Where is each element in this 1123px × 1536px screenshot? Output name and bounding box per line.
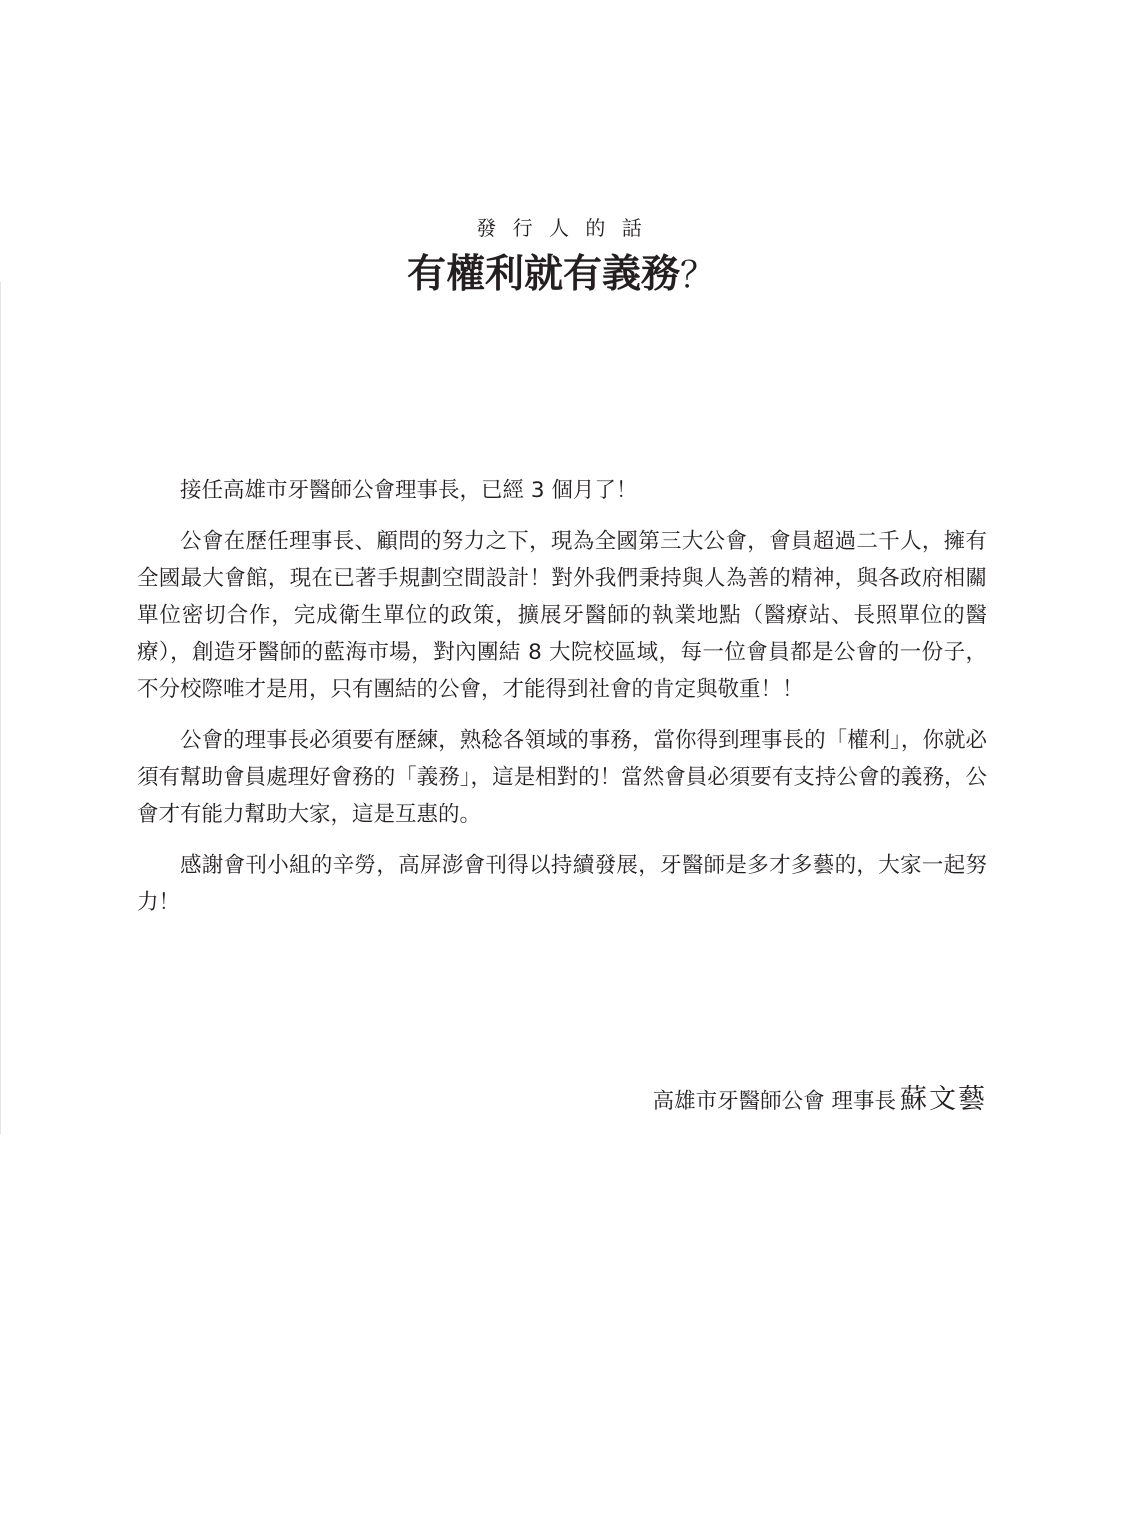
- paragraph-3: 公會的理事長必須要有歷練，熟稔各領域的事務，當你得到理事長的「權利」，你就必須有幫助會員處理好會務的「義務」，這是相對的！當然會員必須要有支持公會的義務，公會才有能力幫助大家，這是互惠的。: [137, 728, 987, 827]
- paragraph-2: 公會在歷任理事長、顧問的努力之下，現為全國第三大公會，會員超過二千人，擁有全國最大會館，現在已著手規劃空間設計！對外我們秉持與人為善的精神，與各政府相關單位密切合作，完成衛生單位的政策，擴展牙醫師的執業地點（醫療站、長照單位的醫療），創造牙醫師的藍海市場，對內團結 8 大院校區域，每一位會員都是公會的一份子，不分校際唯才是用，只有團結的公會，才能得到社會的肯定與敬重！！: [137, 529, 987, 702]
- page-edge-line: [0, 282, 1, 1134]
- page-title-question-mark: ？: [680, 255, 717, 296]
- page-title: [0, 247, 1123, 304]
- author-role: 高雄市牙醫師公會 理事長: [652, 1089, 896, 1114]
- author-signature: 蘇文藝: [900, 1084, 987, 1115]
- signoff: [560, 1080, 987, 1122]
- page-title-text: 有權利就有義務: [406, 252, 680, 297]
- paragraph-4: 感謝會刊小組的辛勞，高屏澎會刊得以持續發展，牙醫師是多才多藝的，大家一起努力！: [137, 853, 987, 915]
- article-body: [137, 472, 987, 935]
- paragraph-1: 接任高雄市牙醫師公會理事長，已經 3 個月了！: [180, 478, 638, 503]
- section-kicker: 發 行 人 的 話: [476, 216, 647, 240]
